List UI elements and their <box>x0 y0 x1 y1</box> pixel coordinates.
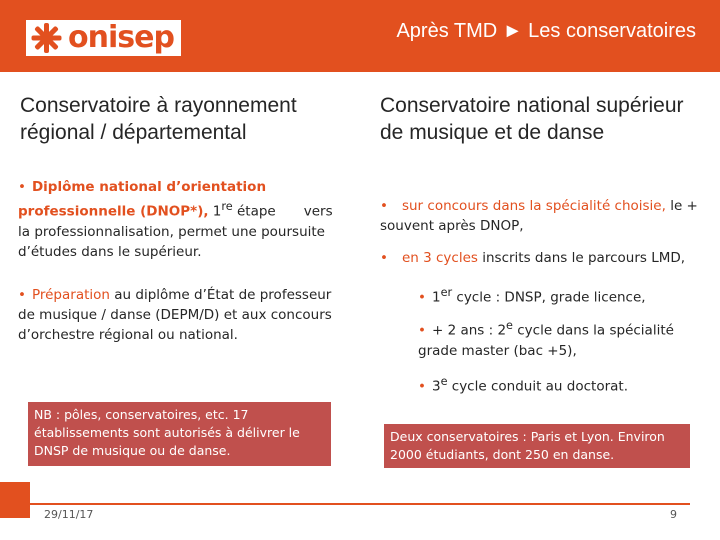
note-box-right: Deux conservatoires : Paris et Lyon. Environ 2000 étudiants, dont 250 en danse. <box>384 424 690 468</box>
right-item-cycles <box>380 248 715 268</box>
dnop-gap-word: vers <box>303 203 333 220</box>
dnop-text-b: étape <box>232 203 276 220</box>
slide-title: Après TMD ► Les conservatoires <box>396 20 696 42</box>
note-box-left: NB : pôles, conservatoires, etc. 17 établissements sont autorisés à délivrer le DNSP de musique ou de danse. <box>28 402 331 466</box>
cycle-2-b: cycle dans la spécialité grade master (bac +5), <box>418 322 674 359</box>
cycle-3-a: 3 <box>431 378 441 395</box>
onisep-logo[interactable] <box>26 20 181 56</box>
asterisk-icon <box>30 22 62 54</box>
cycle-3-sup: e <box>440 375 448 388</box>
left-column-title: Conservatoire à rayonnement régional / départemental <box>20 94 297 144</box>
bullet: • <box>18 287 26 303</box>
cycle-1-item <box>418 283 708 308</box>
cycle-2-item <box>418 316 708 361</box>
footer-date: 29/11/17 <box>44 508 94 521</box>
footer-accent-square <box>0 482 30 518</box>
concours-highlight: sur concours dans la spécialité choisie, <box>401 198 666 214</box>
bullet: • <box>380 198 388 214</box>
logo-wordmark: onisep <box>68 20 174 55</box>
preparation-highlight: Préparation <box>31 287 110 303</box>
bullet: • <box>418 289 426 306</box>
dnop-sup: re <box>221 200 233 213</box>
right-item-concours <box>380 196 715 236</box>
footer-divider <box>30 503 690 505</box>
cycle-2-a: + 2 ans : 2 <box>431 322 507 339</box>
dnop-text-c: la professionnalisation, permet une poursuite d’études dans le supérieur. <box>18 223 325 260</box>
left-item-preparation <box>18 285 338 345</box>
left-item-dnop <box>18 177 348 262</box>
page-number: 9 <box>670 508 677 521</box>
bullet: • <box>418 378 426 395</box>
dnop-text-a: 1 <box>208 203 222 220</box>
preparation-text: au diplôme d’État de professeur de musique / danse (DEPM/D) et aux concours d’orchestre régional ou national. <box>18 287 332 343</box>
cycle-3-item <box>418 372 708 397</box>
right-column-title: Conservatoire national supérieur de musique et de danse <box>380 94 684 144</box>
cycles-highlight: en 3 cycles <box>401 250 478 266</box>
cycle-1-a: 1 <box>431 289 441 306</box>
header-banner <box>0 0 720 72</box>
cycle-1-sup: er <box>440 286 453 299</box>
concours-text: le + souvent après DNOP, <box>380 198 698 234</box>
bullet: • <box>380 250 388 266</box>
cycle-3-b: cycle conduit au doctorat. <box>447 378 628 395</box>
cycle-1-b: cycle : DNSP, grade licence, <box>452 289 646 306</box>
dnop-highlight: Diplôme national d’orientation professionnelle (DNOP*), <box>18 179 267 220</box>
cycle-2-sup: e <box>506 319 513 332</box>
cycles-text: inscrits dans le parcours LMD, <box>477 250 686 266</box>
bullet: • <box>18 179 26 195</box>
bullet: • <box>418 322 426 339</box>
